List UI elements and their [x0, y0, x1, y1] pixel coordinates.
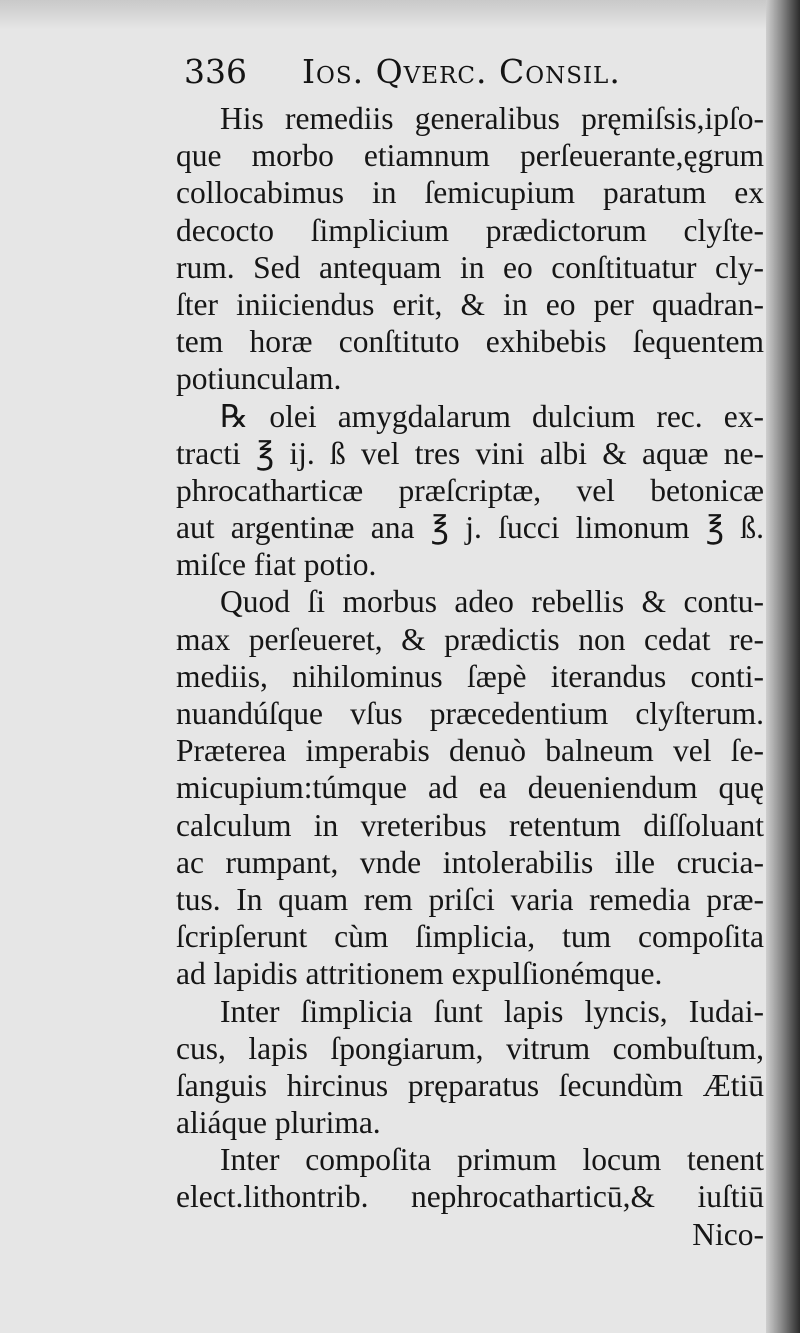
- text-line: micupium:túmque ad ea deueniendum quę: [176, 770, 764, 806]
- text-line: calculum in vreteribus retentum diſſoluant: [176, 807, 764, 843]
- text-line: ſter iniiciendus erit, & in eo per quadran-: [176, 286, 764, 322]
- text-line: nuandúſque vſus præcedentium clyſterum.: [176, 696, 764, 731]
- text-line: mediis, nihilominus ſæpè iterandus conti-: [176, 658, 764, 694]
- text-line: Inter compoſita primum locum tenent: [220, 1142, 764, 1178]
- text-line: Quod ſi morbus adeo rebellis & contu-: [220, 584, 764, 620]
- text-line: tus. In quam rem priſci varia remedia præ-: [176, 881, 764, 917]
- text-line: que morbo etiamnum perſeuerante,ęgrum: [176, 138, 764, 174]
- text-line: ſanguis hircinus pręparatus ſecundùm Ætiū: [176, 1067, 764, 1103]
- text-line: max perſeueret, & prædictis non cedat re-: [176, 621, 764, 657]
- text-line: potiunculam.: [176, 361, 342, 397]
- text-line: Nico-: [692, 1216, 764, 1252]
- text-line: rum. Sed antequam in eo conſtituatur cly-: [176, 249, 764, 285]
- page-header: [184, 52, 744, 96]
- text-line: miſce fiat potio.: [176, 547, 377, 583]
- text-line: Præterea imperabis denuò balneum vel ſe-: [176, 733, 764, 769]
- text-line: Inter ſimplicia ſunt lapis lyncis, Iudai-: [220, 993, 764, 1029]
- binding-gutter: [766, 0, 800, 1333]
- text-line: His remediis generalibus pręmiſsis,ipſo-: [220, 101, 764, 136]
- text-line: phrocatharticæ præſcriptæ, vel betonicæ: [176, 472, 764, 508]
- text-line: ℞ olei amygdalarum dulcium rec. ex-: [220, 398, 764, 434]
- text-line: collocabimus in ſemicupium paratum ex: [176, 175, 764, 211]
- text-line: ſcripſerunt cùm ſimplicia, tum compoſita: [176, 919, 764, 955]
- text-line: cus, lapis ſpongiarum, vitrum combuſtum,: [176, 1030, 764, 1066]
- text-line: decocto ſimplicium prædictorum clyſte-: [176, 212, 764, 248]
- text-line: ac rumpant, vnde intolerabilis ille crucia-: [176, 844, 764, 880]
- scan-shading: [0, 0, 800, 30]
- body-text: [176, 100, 764, 1253]
- text-line: ad lapidis attritionem expulſionémque.: [176, 956, 663, 992]
- text-line: aut argentinæ ana ℥ j. ſucci limonum ℥ ß.: [176, 510, 764, 546]
- text-line: tracti ℥ ij. ß vel tres vini albi & aquæ ne-: [176, 435, 764, 471]
- page-number: 336: [184, 52, 247, 91]
- running-title: Ios. Qverc. Consil.: [302, 52, 621, 91]
- text-line: aliáque plurima.: [176, 1105, 381, 1141]
- text-line: elect.lithontrib. nephrocatharticū,& iuſtiū: [176, 1179, 764, 1215]
- text-line: tem horæ conſtituto exhibebis ſequentem: [176, 324, 764, 360]
